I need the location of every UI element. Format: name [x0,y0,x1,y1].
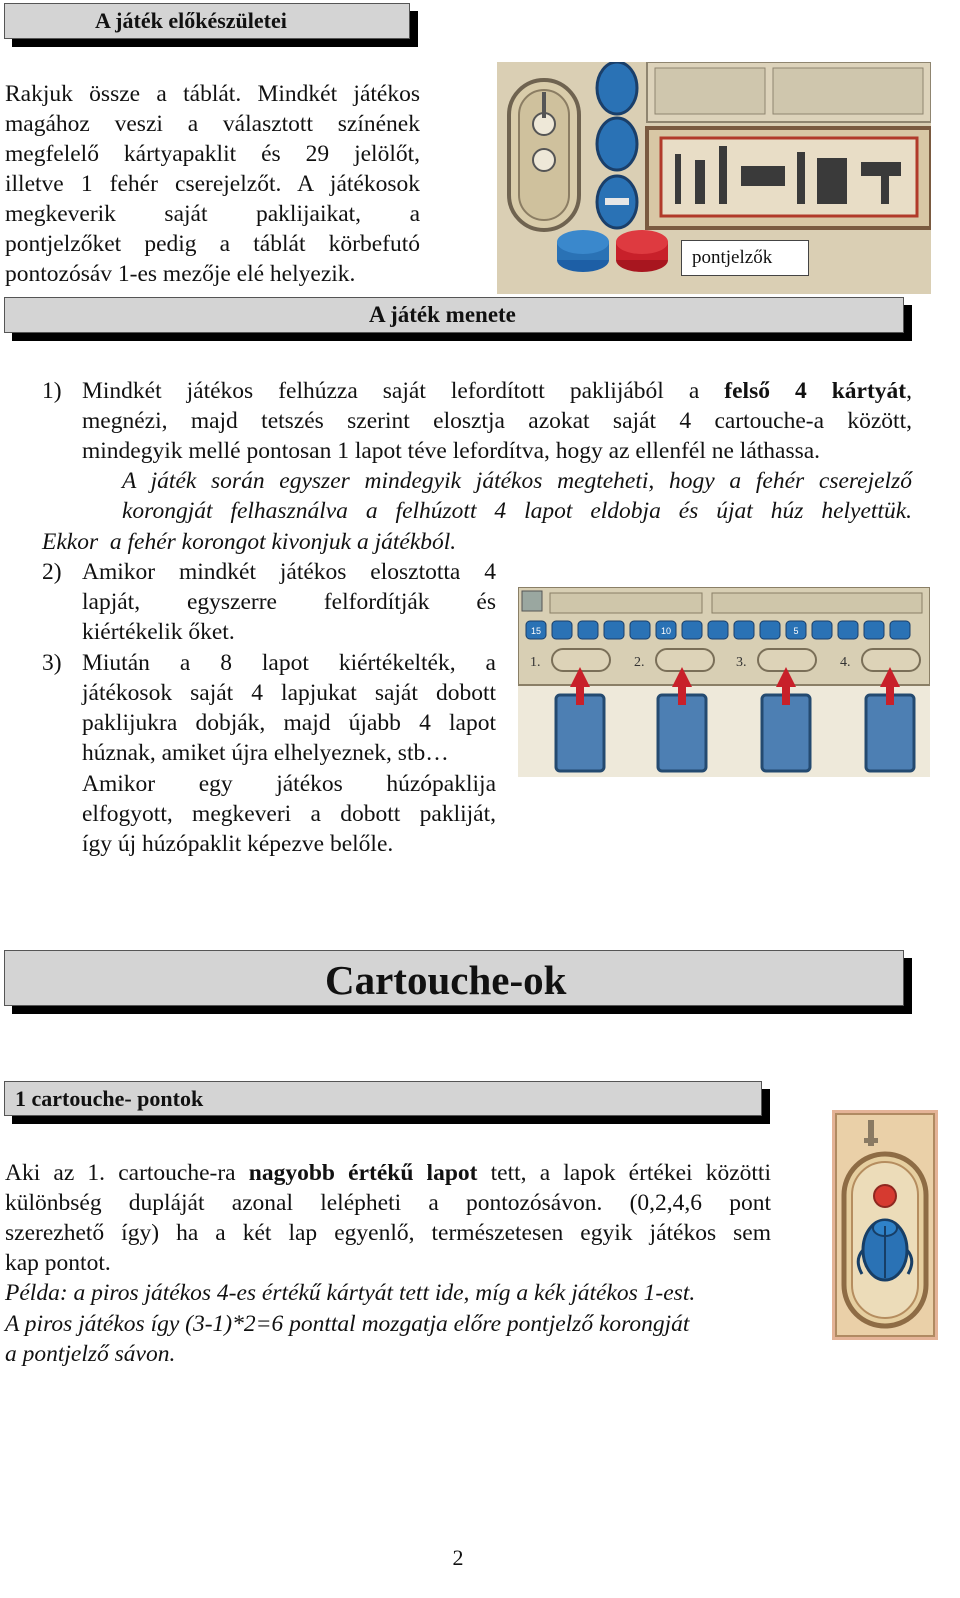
step3-line: húznak, amiket újra elhelyeznek, stb… [82,740,449,766]
step3-line: Amikor egy játékos húzópaklija [82,771,496,797]
step3-line: elfogyott, megkeveri a dobott pakliját, [82,801,496,827]
step1-bold: felső 4 kártyát [724,378,907,404]
slot-label: 3. [736,655,747,670]
cartouche1-line [5,1158,771,1189]
section-header-cartouches [4,950,904,1006]
cartouche1-bold: nagyobb értékű lapot [248,1160,478,1186]
section-title-preparation: A játék előkészületei [95,8,287,33]
prep-line: magához veszi a választott színének [5,111,420,137]
markers-callout-label: pontjelzők [681,240,809,276]
note-line: A játék során egyszer mindegyik játékos megteheti, hogy a fehér cserejelző [122,468,912,494]
step2-line: Amikor mindkét játékos elosztotta 4 [82,559,496,585]
step2-line: kiértékelik őket. [82,619,235,645]
board-cards-image [518,587,930,777]
prep-line: megkeverik saját paklijaikat, a [5,201,420,227]
note-line: Ekkor a fehér korongot kivonjuk a játékból. [42,529,457,555]
cartouche1-line: kap pontot. [5,1250,111,1276]
cartouche1-line: különbség dupláját azonal lelépheti a pontozósávon. (0,2,4,6 pont [5,1190,771,1216]
prep-line: pontjelzőket pedig a táblát körbefutó [5,231,420,257]
section-header-flow [4,297,904,333]
step1-line: megnézi, majd tetszés szerint elosztja azokat saját 4 cartouche-a között, [82,408,912,434]
prep-line: illetve 1 fehér cserejelzőt. A játékosok [5,171,420,197]
prep-line: megfelelő kártyapaklit és 29 jelölőt, [5,141,420,167]
track-number: 15 [530,626,542,636]
step2-line: lapját, egyszerre felfordítják és [82,589,496,615]
cartouche1-text: Aki az 1. cartouche-ra [5,1160,236,1186]
section-header-preparation [4,3,410,39]
cartouche1-line: szerezhető így) ha a két lap egyenlő, természetesen egyik játékos sem [5,1220,771,1246]
step1-line: mindegyik mellé pontosan 1 lapot téve lefordítva, hogy az ellenfél ne láthassa. [82,438,821,464]
slot-label: 2. [634,655,645,670]
step3-line: paklijukra dobják, majd újabb 4 lapot [82,710,496,736]
note-line: korongját felhasználva a felhúzott 4 lapot eldobja és újat húz helyettük. [122,498,912,524]
page-number: 2 [452,1545,464,1570]
step3-line: így új húzópaklit képezve belőle. [82,831,394,857]
step3-line: játékosok saját 4 lapjukat saját dobott [82,680,496,706]
section-title-cartouches: Cartouche-ok [325,957,567,1003]
step-number: 3) [42,650,62,676]
step3-line: Miután a 8 lapot kiértékelték, a [82,650,496,676]
cartouche-scarab-image [832,1110,938,1340]
step1-text: Mindkét játékos felhúzza saját lefordított paklijából a [82,378,700,404]
step1-line [82,376,912,407]
prep-line: Rakjuk össze a táblát. Mindkét játékos [5,81,420,107]
prep-line: pontozósáv 1-es mezője elé helyezik. [5,261,356,287]
step-number: 1) [42,378,62,404]
example-line: a pontjelző sávon. [5,1341,176,1367]
track-number: 10 [660,626,672,636]
section-title-flow: A játék menete [369,302,516,327]
cartouche1-text: tett, a lapok értékei közötti [490,1160,771,1186]
slot-label: 4. [840,655,851,670]
slot-label: 1. [530,655,541,670]
track-number: 5 [793,626,799,636]
section-title-cartouche1: 1 cartouche- pontok [15,1086,204,1111]
step-number: 2) [42,559,62,585]
step1-comma: , [906,378,912,404]
example-line: Példa: a piros játékos 4-es értékű kártyát tett ide, míg a kék játékos 1-est. [5,1280,696,1306]
example-line: A piros játékos így (3-1)*2=6 ponttal mozgatja előre pontjelző korongját [5,1311,690,1337]
section-header-cartouche1 [4,1081,762,1116]
